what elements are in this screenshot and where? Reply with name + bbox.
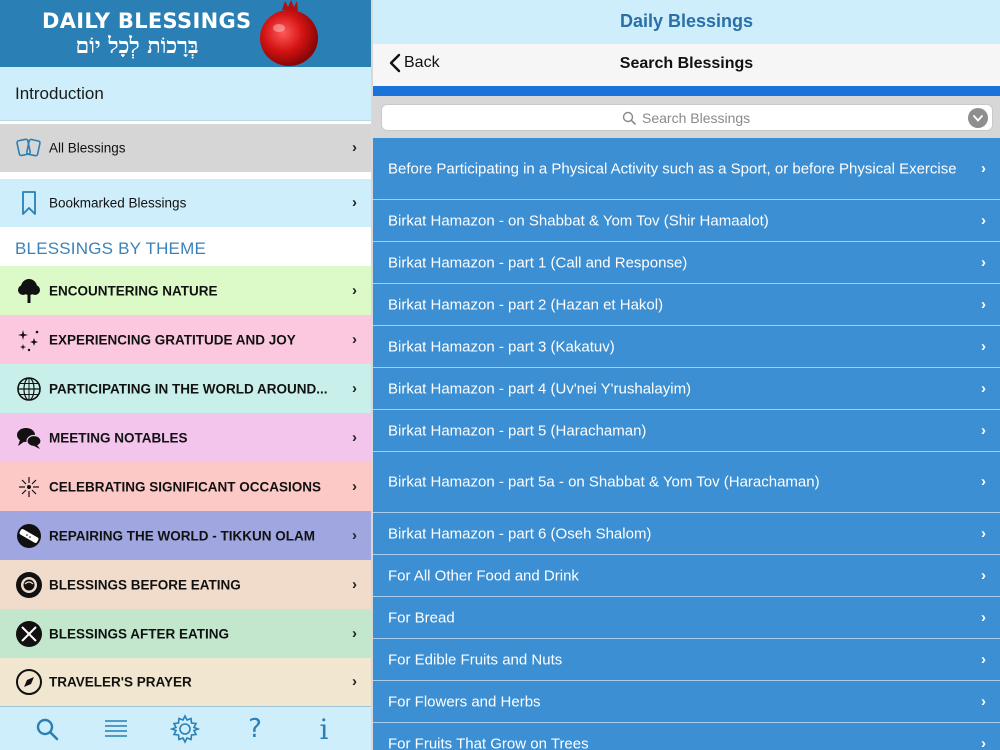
list-item-label: Birkat Hamazon - part 4 (Uv'nei Y'rushalayim) xyxy=(388,380,692,397)
sidebar-item-theme[interactable] xyxy=(0,560,371,609)
search-icon xyxy=(35,717,59,741)
list-item-label: For Fruits That Grow on Trees xyxy=(388,735,589,750)
list-item-label: Birkat Hamazon - part 3 (Kakatuv) xyxy=(388,338,615,355)
sidebar-item-label: MEETING NOTABLES xyxy=(49,430,188,445)
sidebar-item-theme[interactable] xyxy=(0,658,371,706)
chevron-right-icon: › xyxy=(352,281,357,299)
sidebar-item-theme[interactable] xyxy=(0,364,371,413)
list-item[interactable] xyxy=(373,452,1000,513)
chevron-right-icon: › xyxy=(981,734,986,750)
list-item-label: For Edible Fruits and Nuts xyxy=(388,651,563,668)
list-item-label: Before Participating in a Physical Activity such as a Sport, or before Physical Exercise xyxy=(388,160,957,177)
list-icon xyxy=(103,718,129,740)
chevron-right-icon: › xyxy=(981,211,986,229)
info-icon: i xyxy=(319,712,329,746)
list-item[interactable] xyxy=(373,138,1000,200)
settings-tab[interactable] xyxy=(169,713,201,745)
list-item-label: For All Other Food and Drink xyxy=(388,567,579,584)
sidebar-item-label: Bookmarked Blessings xyxy=(49,195,187,211)
sidebar xyxy=(0,0,371,750)
app-logo xyxy=(0,0,371,67)
pomegranate-icon xyxy=(252,0,324,67)
sidebar-item-label: REPAIRING THE WORLD - TIKKUN OLAM xyxy=(49,528,315,543)
chevron-right-icon: › xyxy=(981,566,986,584)
chevron-right-icon: › xyxy=(981,692,986,710)
list-item[interactable] xyxy=(373,513,1000,555)
chevron-right-icon: › xyxy=(352,575,357,593)
sidebar-item-label: EXPERIENCING GRATITUDE AND JOY xyxy=(49,332,296,347)
search-icon xyxy=(622,111,636,125)
chevron-right-icon: › xyxy=(352,428,357,446)
sidebar-item-label: BLESSINGS BEFORE EATING xyxy=(49,577,241,592)
speech-bubbles-icon xyxy=(15,424,43,452)
page-title: Search Blessings xyxy=(619,55,754,72)
chevron-right-icon: › xyxy=(981,421,986,439)
list-item[interactable] xyxy=(373,639,1000,681)
sidebar-item-label: CELEBRATING SIGNIFICANT OCCASIONS xyxy=(49,479,322,494)
chevron-right-icon: › xyxy=(981,159,986,177)
chevron-right-icon: › xyxy=(981,608,986,626)
list-item-label: Birkat Hamazon - part 1 (Call and Response) xyxy=(388,254,688,271)
sidebar-item-label: ENCOUNTERING NATURE xyxy=(49,283,218,298)
plate-icon xyxy=(15,571,43,599)
sidebar-item-label: Introduction xyxy=(15,84,104,103)
list-item[interactable] xyxy=(373,326,1000,368)
search-tab[interactable] xyxy=(31,713,63,745)
sidebar-item-theme[interactable] xyxy=(0,462,371,511)
tab-bar xyxy=(0,706,371,750)
help-tab[interactable] xyxy=(239,713,271,745)
list-tab[interactable] xyxy=(100,713,132,745)
help-icon: ? xyxy=(248,714,262,744)
chevron-right-icon: › xyxy=(352,139,357,157)
sidebar-item-theme[interactable] xyxy=(0,315,371,364)
sparkles-icon xyxy=(15,326,43,354)
list-item[interactable] xyxy=(373,681,1000,723)
sidebar-item-introduction[interactable] xyxy=(0,67,371,121)
sidebar-item-bookmarked-blessings[interactable] xyxy=(0,179,371,227)
app-title: Daily Blessings xyxy=(619,11,754,31)
list-item-label: Birkat Hamazon - part 2 (Hazan et Hakol) xyxy=(388,296,664,313)
chevron-right-icon: › xyxy=(352,624,357,642)
chevron-right-icon: › xyxy=(981,379,986,397)
blessings-list xyxy=(373,138,1000,750)
search-field-container xyxy=(381,104,993,131)
list-item[interactable] xyxy=(373,410,1000,452)
sidebar-item-theme[interactable] xyxy=(0,609,371,658)
back-label: Back xyxy=(404,54,440,71)
bookmark-icon xyxy=(15,189,43,217)
chevron-right-icon: › xyxy=(352,330,357,348)
sidebar-item-label: BLESSINGS AFTER EATING xyxy=(49,626,230,641)
sidebar-item-label: TRAVELER'S PRAYER xyxy=(49,674,192,690)
sidebar-item-label: All Blessings xyxy=(49,140,126,156)
section-heading-themes: BLESSINGS BY THEME xyxy=(15,239,206,258)
tree-icon xyxy=(15,277,43,305)
chevron-right-icon: › xyxy=(981,253,986,271)
compass-icon xyxy=(15,668,43,696)
list-item-label: Birkat Hamazon - part 6 (Oseh Shalom) xyxy=(388,525,652,542)
chevron-right-icon: › xyxy=(981,650,986,668)
list-item[interactable] xyxy=(373,368,1000,410)
sidebar-item-theme[interactable] xyxy=(0,413,371,462)
logo-title: DAILY BLESSINGS xyxy=(42,9,252,33)
chevron-right-icon: › xyxy=(981,524,986,542)
search-bar xyxy=(373,96,1000,138)
logo-title-hebrew: בְּרָכוֹת לְכָל יוֹם xyxy=(75,33,199,59)
fireworks-icon xyxy=(15,473,43,501)
sidebar-item-label: PARTICIPATING IN THE WORLD AROUND... xyxy=(49,381,328,396)
list-item[interactable] xyxy=(373,284,1000,326)
sidebar-item-theme[interactable] xyxy=(0,511,371,560)
info-tab[interactable] xyxy=(308,713,340,745)
navigation-bar xyxy=(373,44,1000,86)
list-item[interactable] xyxy=(373,723,1000,750)
sidebar-item-all-blessings[interactable] xyxy=(0,124,371,172)
chevron-right-icon: › xyxy=(352,673,357,691)
chevron-right-icon: › xyxy=(352,526,357,544)
list-item[interactable] xyxy=(373,200,1000,242)
app-header xyxy=(373,0,1000,44)
chevron-down-icon xyxy=(973,115,983,122)
chevron-right-icon: › xyxy=(981,295,986,313)
gear-icon xyxy=(170,714,200,744)
sidebar-item-theme[interactable] xyxy=(0,266,371,315)
list-item-label: For Flowers and Herbs xyxy=(388,693,541,710)
list-item-label: For Bread xyxy=(388,609,455,626)
crossed-utensils-icon xyxy=(15,620,43,648)
chevron-right-icon: › xyxy=(352,379,357,397)
list-item[interactable] xyxy=(373,555,1000,597)
chevron-right-icon: › xyxy=(981,473,986,491)
detail-pane xyxy=(373,0,1000,750)
list-item[interactable] xyxy=(373,597,1000,639)
search-options-button[interactable] xyxy=(968,108,988,128)
chevron-right-icon: › xyxy=(981,337,986,355)
list-item-label: Birkat Hamazon - part 5 (Harachaman) xyxy=(388,422,647,439)
list-item-label: Birkat Hamazon - part 5a - on Shabbat & Yom Tov (Harachaman) xyxy=(388,473,820,491)
globe-icon xyxy=(15,375,43,403)
bandaged-globe-icon xyxy=(15,522,43,550)
cards-icon xyxy=(15,134,43,162)
chevron-right-icon: › xyxy=(352,194,357,212)
chevron-right-icon: › xyxy=(352,477,357,495)
list-item[interactable] xyxy=(373,242,1000,284)
accent-bar xyxy=(373,86,1000,96)
list-item-label: Birkat Hamazon - on Shabbat & Yom Tov (Shir Hamaalot) xyxy=(388,212,769,229)
search-input[interactable] xyxy=(642,108,942,128)
